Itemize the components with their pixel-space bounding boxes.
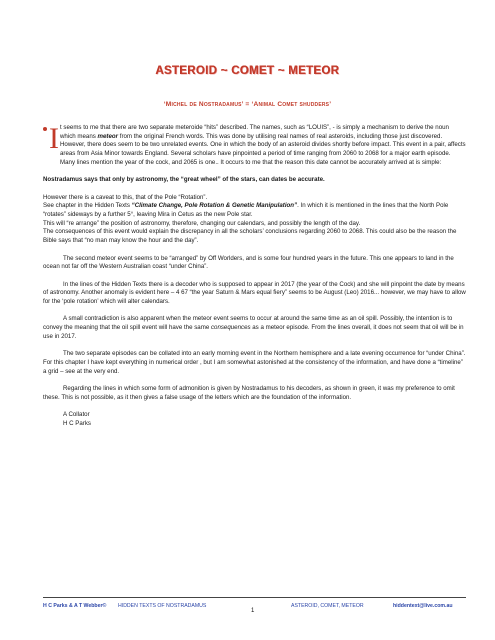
- footer-email-link[interactable]: hiddentext@live.com.au: [393, 603, 453, 609]
- footer-chapter: ASTEROID, COMET, METEOR: [291, 603, 364, 609]
- signature-name: H C Parks: [63, 419, 91, 427]
- footer-divider: [43, 597, 466, 598]
- paragraph-episodes: The two separate episodes can be collated into an early morning event in the Northern hemisphere and a late evening occurrence for “under China”. For this chapter I have kept everything in numerical order , but I am somewhat astonished at the consistency of the information, and have done a “timeline” a grid – see at the very end.: [43, 350, 466, 375]
- paragraph-rearrange: This will “re arrange” the position of astronomy, therefore, changing our calendars, and possibly the length of the day.: [43, 219, 361, 227]
- footer-page-number: 1: [251, 608, 255, 614]
- contradiction-rest: as a meteor episode. From the lines overall, it does not seem that oil will be in use in 2017.: [43, 324, 464, 340]
- paragraph-see-chapter: [43, 202, 466, 219]
- signature-role: A Collator: [63, 411, 90, 419]
- body-text: [43, 124, 466, 428]
- chapter-reference: “Climate Change, Pole Rotation & Genetic Manipulation”: [131, 202, 298, 210]
- paragraph-consequences: The consequences of this event would explain the discrepancy in all the scholars’ conclusions regarding 2060 to 2068. This could also be the reason the Bible says that “no man may know the hour and the day”.: [43, 228, 457, 245]
- paragraph-astronomy: Nostradamus says that only by astronomy, the “great wheel” of the stars, can dates be accurate.: [43, 176, 325, 184]
- intro-text: t seems to me that there are two separate meteroide “hits” described. The names, such as “LOUIS”, - is simply a mechanism to derive the noun which means: [60, 124, 449, 140]
- paragraph-caveat: However there is a caveat to this, that of the Pole “Rotation”.: [43, 193, 208, 201]
- footer-book-title: HIDDEN TEXTS OF NOSTRADAMUS: [118, 603, 207, 609]
- intro-emphasis: meteor: [97, 132, 119, 140]
- footer-authors: H C Parks & A T Webber©: [43, 603, 107, 609]
- see-chapter-rest: . In which it is mentioned in the lines that the North Pole “rotates” sideways by a further 5°, leaving Mira in Cetus as the new Pole star.: [43, 202, 449, 218]
- paragraph-decoder: In the lines of the Hidden Texts there is a decoder who is supposed to appear in 2017 (the year of the Cock) and she will pinpoint the date by means of astronomy. Another anomaly is evident here – 4 67 “the year Saturn & Mars equal fiery” seems to be August (Leo) 2016... however, we may have to allow for the ‘pole rotation’ which will alter calendars.: [43, 280, 466, 305]
- consequences-emphasis: consequences: [210, 324, 251, 332]
- paragraph-contradiction: [43, 315, 466, 341]
- page-subtitle: ‘Michel de Nostradamus’ = ‘Animal Comet shudders’: [163, 101, 332, 108]
- contradiction-text: A small contradiction is also apparent when the meteor event seems to occur at around the same time as an oil spill. Possibly, the intention is to convey the meaning that the oil spill event will have the same: [43, 315, 453, 332]
- lead-paragraph: [43, 124, 466, 168]
- paragraph-admonition: Regarding the lines in which some form of admonition is given by Nostradamus to his decoders, as shown in green, it was my preference to omit these. This is not possible, as it then gives a false usage of the letters which are the foundation of the information.: [43, 384, 455, 401]
- page-title: ASTEROID ~ COMET ~ METEOR: [155, 65, 340, 77]
- intro-text-rest: from the original French words. This was done by utilising real names of real asteroids, including those just discovered. However, there does seem to be two unrelated events. One in which the body of an asteroid divides shortly before impact. This event in a pair, affects areas from Asia Minor towards England. Several scholars have pinpointed a period of time ranging from 2060 to 2068 for a major earth episode. Many lines mention the year of the cock, and 2065 is one.. It occurs to me that the reason this date cannot be accurately arrived at is simple:: [60, 132, 466, 166]
- see-chapter-text: See chapter in the Hidden Texts: [43, 202, 132, 210]
- drop-cap: I: [49, 122, 59, 155]
- paragraph-intro: [60, 124, 466, 168]
- paragraph-second-event: The second meteor event seems to be “arranged” by Off Worlders, and is some four hundred years in the future. This one appears to land in the ocean not far off the Western Australian coast “under China”.: [43, 254, 454, 271]
